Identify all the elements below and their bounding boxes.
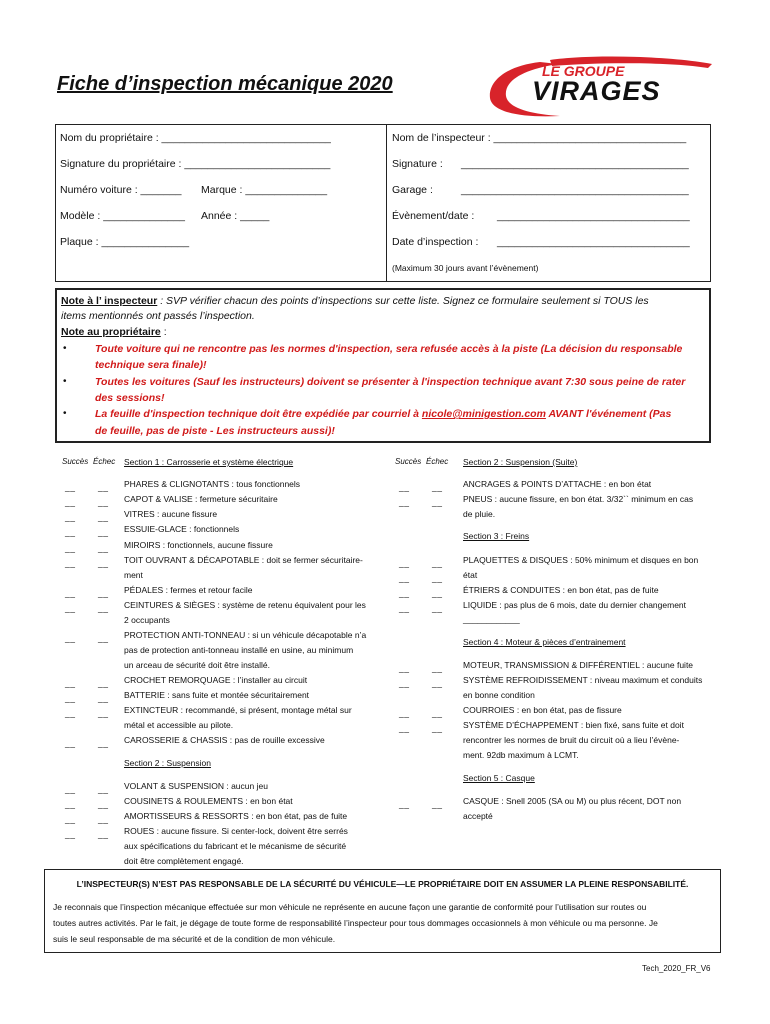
s4-item: SYSTÈME D’ÉCHAPPEMENT : bien fixé, sans fuite et doit — [463, 720, 684, 730]
success-mark[interactable]: __ — [65, 678, 76, 688]
s3-item: LIQUIDE : pas plus de 6 mois, date du dernier changement — [463, 600, 687, 610]
s5-item-cont: accepté — [463, 811, 493, 821]
s2-item: AMORTISSEURS & RESSORTS : en bon état, pas de fuite — [124, 811, 348, 821]
success-mark[interactable]: __ — [399, 708, 410, 718]
s1-item: VITRES : aucune fissure — [124, 509, 218, 519]
left-success-header: Succès — [62, 457, 89, 466]
s1-item: CAPOT & VALISE : fermeture sécuritaire — [124, 494, 278, 504]
s1-item: ESSUIE-GLACE : fonctionnels — [124, 524, 240, 534]
le-groupe-virages-logo — [480, 54, 720, 120]
fail-mark[interactable]: __ — [432, 708, 443, 718]
s1-item: PROTECTION ANTI-TONNEAU : si un véhicule décapotable n’a — [124, 630, 367, 640]
rule-3-line1 — [95, 408, 671, 420]
s3-item: ÉTRIERS & CONDUITES : en bon état, pas de fuite — [463, 585, 659, 595]
fail-mark[interactable]: __ — [98, 829, 109, 839]
make-field[interactable]: Marque : ______________ — [201, 184, 328, 196]
success-mark[interactable]: __ — [65, 497, 76, 507]
inspector-note-line1 — [61, 295, 649, 307]
rule-3-text-a: La feuille d'inspection technique doit être expédiée par courriel à — [95, 408, 422, 420]
s1-item-cont: ment — [124, 570, 143, 580]
rule-1-line2: technique sera finale)! — [95, 359, 207, 371]
s2-item-cont: aux spécifications du fabricant et le mécanisme de sécurité — [124, 841, 347, 851]
owner-name-field[interactable]: Nom du propriétaire : _____________________________ — [60, 132, 331, 144]
section-1-heading: Section 1 : Carrosserie et système électrique — [124, 457, 294, 467]
disclaimer-line-2: toutes autres activités. Par le fait, je dégage de toute forme de responsabilité l’inspecteur pour tous dommages occasionnels à mon véhicule ou ma personne. Je — [53, 918, 658, 928]
garage-field[interactable]: _______________________________________ — [461, 184, 689, 196]
s1-item: MIROIRS : fonctionnels, aucune fissure — [124, 540, 273, 550]
success-mark[interactable]: __ — [65, 693, 76, 703]
logo-text-virages: VIRAGES — [532, 76, 661, 106]
success-mark[interactable]: __ — [399, 799, 410, 809]
inspection-date-label: Date d’inspection : — [392, 236, 479, 248]
signature-label: Signature : — [392, 158, 443, 170]
plate-field[interactable]: Plaque : _______________ — [60, 236, 190, 248]
success-mark[interactable]: __ — [399, 588, 410, 598]
s1-item: PHARES & CLIGNOTANTS : tous fonctionnels — [124, 479, 301, 489]
fail-mark[interactable]: __ — [98, 799, 109, 809]
right-fail-header: Échec — [426, 457, 449, 466]
section-3-heading: Section 3 : Freins — [463, 531, 530, 541]
fail-mark[interactable]: __ — [98, 693, 109, 703]
success-mark[interactable]: __ — [65, 558, 76, 568]
s1-item-cont: métal et accessible au pilote. — [124, 720, 234, 730]
section-4-heading: Section 4 : Moteur & pièces d’entrainement — [463, 637, 626, 647]
fail-mark[interactable]: __ — [432, 663, 443, 673]
s2b-item: ANCRAGES & POINTS D’ATTACHE : en bon état — [463, 479, 652, 489]
fail-mark[interactable]: __ — [98, 678, 109, 688]
success-mark[interactable]: __ — [65, 829, 76, 839]
bullet-3: • — [63, 408, 67, 419]
car-number-field[interactable]: Numéro voiture : _______ — [60, 184, 182, 196]
fail-mark[interactable]: __ — [98, 558, 109, 568]
success-mark[interactable]: __ — [399, 558, 410, 568]
inspector-note-label: Note à l’ inspecteur — [61, 295, 158, 307]
success-mark[interactable]: __ — [399, 678, 410, 688]
section-5-heading: Section 5 : Casque — [463, 773, 535, 783]
success-mark[interactable]: __ — [65, 512, 76, 522]
disclaimer-line-1: Je reconnais que l’inspection mécanique effectuée sur mon véhicule ne représente en aucune façon une garantie de conformité pour l’utilisation sur routes ou — [53, 902, 647, 912]
s1-item-cont: 2 occupants — [124, 615, 170, 625]
fail-mark[interactable]: __ — [98, 784, 109, 794]
owner-note-line — [61, 326, 167, 338]
owner-note-label: Note au propriétaire — [61, 326, 161, 338]
fail-mark[interactable]: __ — [98, 708, 109, 718]
success-mark[interactable]: __ — [65, 708, 76, 718]
page-title: Fiche d’inspection mécanique 2020 — [57, 73, 393, 95]
info-divider — [386, 125, 387, 281]
disclaimer-line-3: suis le seul responsable de ma sécurité et de la condition de mon véhicule. — [53, 934, 336, 944]
s1-item: CAROSSERIE & CHASSIS : pas de rouille excessive — [124, 735, 325, 745]
inspector-name-field[interactable]: Nom de l’inspecteur : _________________________________ — [392, 132, 687, 144]
success-mark[interactable]: __ — [65, 588, 76, 598]
success-mark[interactable]: __ — [65, 738, 76, 748]
s2-item-cont: doit être complètement engagé. — [124, 856, 244, 866]
success-mark[interactable]: __ — [65, 543, 76, 553]
fail-mark[interactable]: __ — [432, 799, 443, 809]
fail-mark[interactable]: __ — [432, 573, 443, 583]
fail-mark[interactable]: __ — [98, 497, 109, 507]
success-mark[interactable]: __ — [65, 527, 76, 537]
s2b-item: PNEUS : aucune fissure, en bon état. 3/32`` minimum en cas — [463, 494, 694, 504]
event-date-field[interactable]: _________________________________ — [497, 210, 690, 222]
success-mark[interactable]: __ — [399, 603, 410, 613]
success-mark[interactable]: __ — [65, 814, 76, 824]
disclaimer-heading: L’INSPECTEUR(S) N’EST PAS RESPONSABLE DE LA SÉCURITÉ DU VÉHICULE—LE PROPRIÉTAIRE DOIT EN ASSUMER LA PLEINE RESPONSABILITÉ. — [76, 879, 689, 889]
success-mark[interactable]: __ — [65, 633, 76, 643]
s2-item: ROUES : aucune fissure. Si center-lock, doivent être serrés — [124, 826, 348, 836]
rule-2-line1: Toutes les voitures (Sauf les instructeurs) doivent se présenter à l'inspection technique avant 7:30 sous peine de rater — [95, 376, 686, 388]
fail-mark[interactable]: __ — [432, 723, 443, 733]
left-fail-header: Échec — [93, 457, 116, 466]
s4-item: MOTEUR, TRANSMISSION & DIFFÉRENTIEL : aucune fuite — [463, 660, 694, 670]
fail-mark[interactable]: __ — [432, 558, 443, 568]
bullet-2: • — [63, 376, 67, 387]
inspector-note-line2: items mentionnés ont passés l’inspection. — [61, 310, 255, 322]
s4-item-cont: rencontrer les normes de bruit du circuit où a lieu l’évène- — [463, 735, 680, 745]
s2-item: COUSINETS & ROULEMENTS : en bon état — [124, 796, 293, 806]
signature-field[interactable]: _______________________________________ — [461, 158, 689, 170]
rule-2-line2: des sessions! — [95, 392, 165, 404]
fail-mark[interactable]: __ — [98, 543, 109, 553]
fail-mark[interactable]: __ — [432, 497, 443, 507]
success-mark[interactable]: __ — [65, 784, 76, 794]
rule-3-text-b: AVANT l'événement (Pas — [545, 408, 672, 420]
garage-label: Garage : — [392, 184, 433, 196]
section-2b-heading: Section 2 : Suspension (Suite) — [463, 457, 578, 467]
s3-date-line[interactable]: ____________ — [463, 614, 520, 624]
s1-item-cont: un arceau de sécurité doit être installé. — [124, 660, 271, 670]
s4-item-cont: ment. 92db maximum à LCMT. — [463, 750, 579, 760]
model-field[interactable]: Modèle : ______________ — [60, 210, 185, 222]
email-link[interactable]: nicole@minigestion.com — [421, 408, 546, 420]
fail-mark[interactable]: __ — [98, 527, 109, 537]
inspection-date-field[interactable]: _________________________________ — [497, 236, 690, 248]
owner-inspector-info-box — [55, 124, 711, 282]
year-field[interactable]: Année : _____ — [201, 210, 270, 222]
success-mark[interactable]: __ — [65, 603, 76, 613]
s4-item: SYSTÈME REFROIDISSEMENT : niveau maximum et conduits — [463, 675, 703, 685]
success-mark[interactable]: __ — [399, 723, 410, 733]
notes-box — [55, 288, 711, 443]
rule-3-line2: de feuille, pas de piste - Les instructeurs aussi)! — [95, 425, 335, 437]
s4-item: COURROIES : en bon état, pas de fissure — [463, 705, 622, 715]
s1-item: CROCHET REMORQUAGE : l’installer au circuit — [124, 675, 308, 685]
fail-mark[interactable]: __ — [432, 482, 443, 492]
bullet-1: • — [63, 343, 67, 354]
max-days-note: (Maximum 30 jours avant l’évènement) — [392, 263, 539, 273]
fail-mark[interactable]: __ — [98, 738, 109, 748]
success-mark[interactable]: __ — [399, 482, 410, 492]
fail-mark[interactable]: __ — [98, 814, 109, 824]
fail-mark[interactable]: __ — [98, 633, 109, 643]
s1-item: TOIT OUVRANT & DÉCAPOTABLE : doit se fermer sécuritaire- — [124, 555, 363, 565]
owner-note-colon: : — [160, 326, 167, 338]
fail-mark[interactable]: __ — [432, 603, 443, 613]
success-mark[interactable]: __ — [65, 799, 76, 809]
rule-1-line1: Toute voiture qui ne rencontre pas les normes d'inspection, sera refusée accès à la piste (La décision du responsable — [95, 343, 683, 355]
fail-mark[interactable]: __ — [98, 603, 109, 613]
s1-item: PÉDALES : fermes et retour facile — [124, 585, 253, 595]
s2b-item-cont: de pluie. — [463, 509, 496, 519]
s1-item-cont: pas de protection anti-tonneau installé en usine, au minimum — [124, 645, 354, 655]
fail-mark[interactable]: __ — [98, 512, 109, 522]
right-success-header: Succès — [395, 457, 422, 466]
s3-item-cont: état — [463, 570, 478, 580]
s1-item: EXTINCTEUR : recommandé, si présent, montage métal sur — [124, 705, 352, 715]
form-version-code: Tech_2020_FR_V6 — [642, 964, 711, 973]
event-date-label: Évènement/date : — [392, 210, 475, 222]
owner-signature-field[interactable]: Signature du propriétaire : _________________________ — [60, 158, 331, 170]
fail-mark[interactable]: __ — [98, 588, 109, 598]
liability-disclaimer-box — [44, 869, 721, 953]
success-mark[interactable]: __ — [65, 482, 76, 492]
success-mark[interactable]: __ — [399, 663, 410, 673]
success-mark[interactable]: __ — [399, 573, 410, 583]
inspector-note-text: : SVP vérifier chacun des points d’inspections sur cette liste. Signez ce formulaire seulement si TOUS les — [157, 295, 649, 307]
s5-item: CASQUE : Snell 2005 (SA ou M) ou plus récent, DOT non — [463, 796, 682, 806]
logo-text-le-groupe: LE GROUPE — [542, 63, 625, 79]
s1-item: CEINTURES & SIÈGES : système de retenu équivalent pour les — [124, 600, 366, 610]
fail-mark[interactable]: __ — [98, 482, 109, 492]
s4-item-cont: en bonne condition — [463, 690, 535, 700]
section-2-heading: Section 2 : Suspension — [124, 758, 211, 768]
s2-item: VOLANT & SUSPENSION : aucun jeu — [124, 781, 268, 791]
fail-mark[interactable]: __ — [432, 678, 443, 688]
success-mark[interactable]: __ — [399, 497, 410, 507]
s1-item: BATTERIE : sans fuite et montée sécuritairement — [124, 690, 310, 700]
s3-item: PLAQUETTES & DISQUES : 50% minimum et disques en bon — [463, 555, 699, 565]
fail-mark[interactable]: __ — [432, 588, 443, 598]
